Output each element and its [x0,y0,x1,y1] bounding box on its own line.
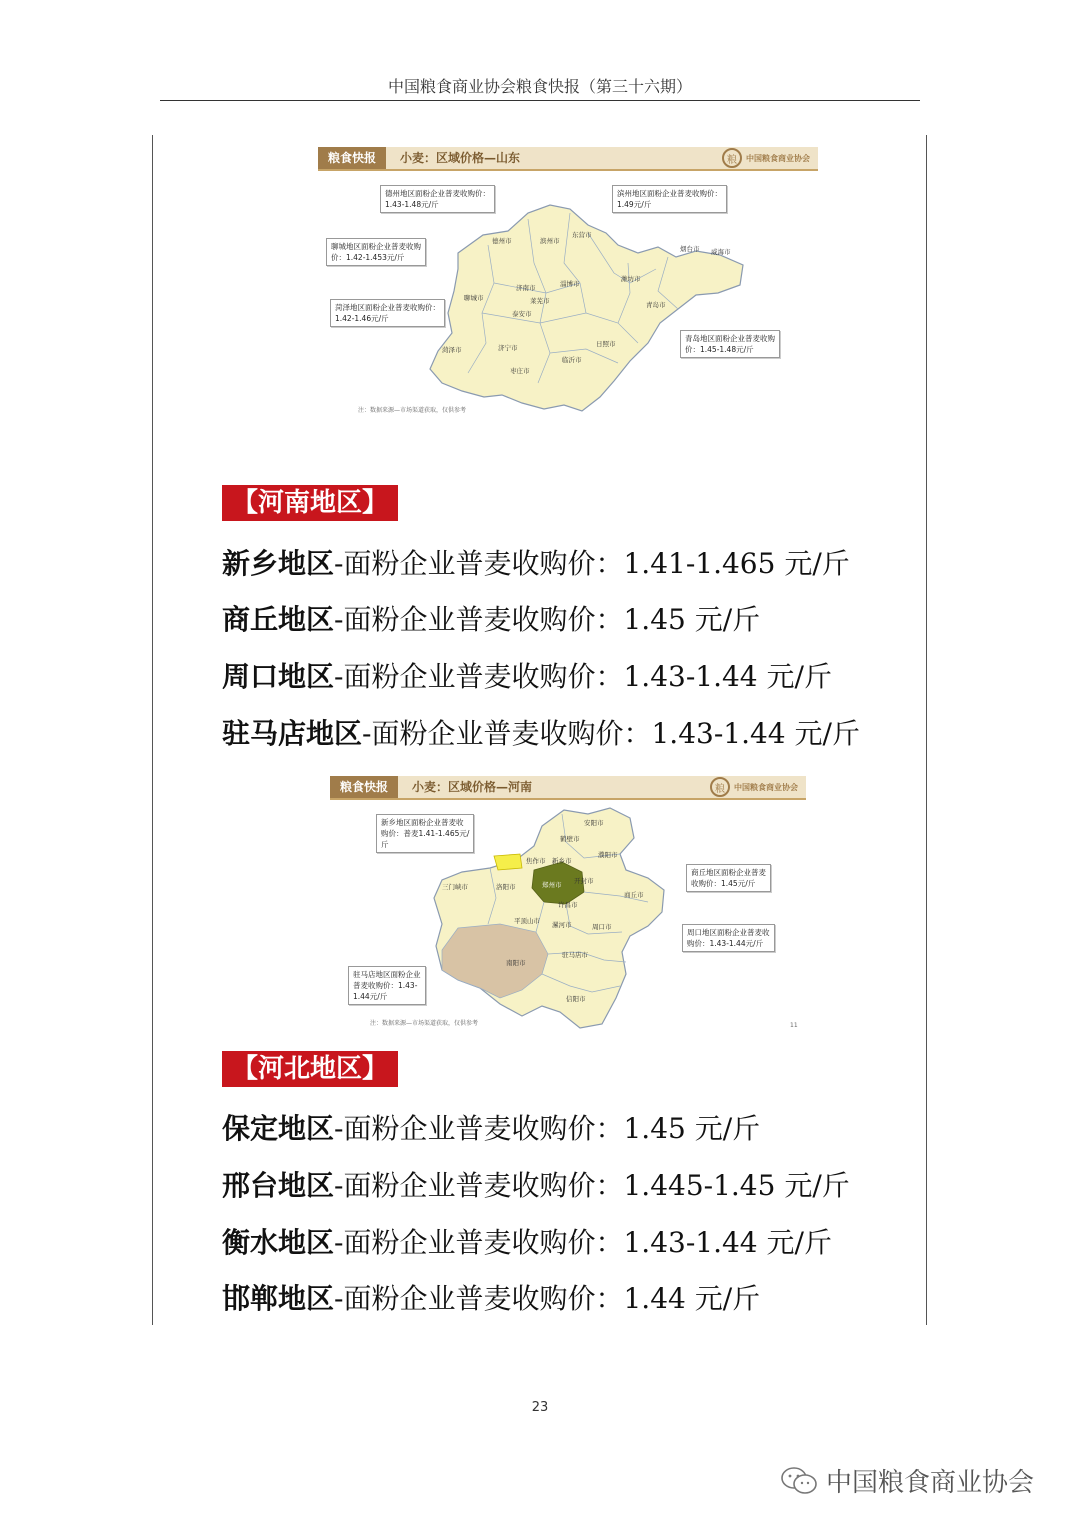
map-source-note: 注：数据来源—市场渠道获取，仅供参考 [358,407,467,414]
price-line [222,1221,832,1261]
price-text: -面粉企业普麦收购价：1.44 元/斤 [334,1282,761,1315]
city-label: 济南市 [516,284,536,292]
city-label: 淄博市 [560,280,580,288]
city-label: 滨州市 [540,237,560,245]
city-label: 濮阳市 [598,851,618,859]
price-text: -面粉企业普麦收购价：1.45 元/斤 [334,603,761,636]
left-border-line [152,135,153,1325]
price-line [222,598,760,638]
city-label: 烟台市 [680,245,700,253]
right-border-line [926,135,927,1325]
association-seal-icon: 粮 [722,148,742,168]
region-name: 驻马店地区 [222,717,363,750]
city-label: 焦作市 [526,857,546,865]
region-name: 商丘地区 [222,603,335,636]
price-text: -面粉企业普麦收购价：1.41-1.465 元/斤 [334,547,850,580]
region-name: 邢台地区 [222,1169,335,1202]
city-label: 聊城市 [464,294,484,302]
page-number: 23 [531,1400,549,1415]
price-text: -面粉企业普麦收购价：1.445-1.45 元/斤 [334,1169,850,1202]
wechat-watermark [780,1462,1034,1499]
city-label: 日照市 [596,340,616,348]
price-callout: 菏泽地区面粉企业普麦收购价： 1.42-1.46元/斤 [330,299,445,327]
header-rule [160,100,920,101]
region-name: 衡水地区 [222,1226,335,1259]
price-text: -面粉企业普麦收购价：1.43-1.44 元/斤 [334,660,832,693]
price-callout: 德州地区面粉企业普麦收购价： 1.43-1.48元/斤 [380,185,495,213]
association-seal-icon: 粮 [710,777,730,797]
price-line [222,542,850,582]
city-label: 德州市 [492,237,512,245]
city-label: 信阳市 [566,995,586,1003]
city-label: 安阳市 [584,819,604,827]
title-underline [318,169,818,171]
price-callout: 商丘地区面粉企业普麦 收购价：1.45元/斤 [686,864,771,892]
city-label: 开封市 [574,877,594,885]
price-line [222,1107,760,1147]
city-label: 济宁市 [498,344,518,352]
city-label: 平顶山市 [514,917,540,925]
shandong-map-figure [318,147,818,419]
city-label: 洛阳市 [496,883,516,891]
region-name: 保定地区 [222,1112,335,1145]
price-text: -面粉企业普麦收购价：1.43-1.44 元/斤 [362,717,860,750]
price-line [222,1277,760,1317]
city-label: 漯河市 [552,921,572,929]
city-label: 新乡市 [552,857,572,865]
region-name: 新乡地区 [222,547,335,580]
region-name: 邯郸地区 [222,1282,335,1315]
price-line [222,712,860,752]
title-underline [330,798,806,800]
price-callout: 驻马店地区面粉企业 普麦收购价：1.43- 1.44元/斤 [348,966,426,1005]
price-callout: 周口地区面粉企业普麦收 购价：1.43-1.44元/斤 [682,924,775,952]
association-logo [722,148,810,168]
association-name: 中国粮食商业协会 [746,153,810,163]
city-label: 商丘市 [624,891,644,899]
map-brand-label: 粮食快报 [318,147,386,169]
map-source-note: 注：数据来源—市场渠道获取，仅供参考 [370,1020,479,1027]
price-callout: 青岛地区面粉企业普麦收购 价：1.45-1.48元/斤 [680,330,780,358]
page-header: 中国粮食商业协会粮食快报（第三十六期） [387,77,692,96]
city-label: 鹤壁市 [560,835,580,843]
city-label: 东营市 [572,231,592,239]
city-label: 周口市 [592,923,612,931]
city-label: 驻马店市 [562,951,588,959]
city-label: 威海市 [711,248,731,256]
map-brand-label: 粮食快报 [330,776,398,798]
price-callout: 新乡地区面粉企业普麦收 购价：普麦1.41-1.465元/ 斤 [376,814,474,853]
price-text: -面粉企业普麦收购价：1.45 元/斤 [334,1112,761,1145]
price-line [222,655,832,695]
henan-map-figure [330,776,806,1036]
map-page-number: 11 [790,1022,798,1029]
price-callout: 滨州地区面粉企业普麦收购价： 1.49元/斤 [612,185,727,213]
city-label: 泰安市 [512,310,532,318]
city-label: 枣庄市 [510,367,530,375]
region-name: 周口地区 [222,660,335,693]
city-label: 许昌市 [558,901,578,909]
price-callout: 聊城地区面粉企业普麦收购 价：1.42-1.453元/斤 [326,238,426,266]
wechat-icon [780,1466,818,1496]
section-heading-henan: 【河南地区】 [222,485,398,521]
price-line [222,1164,850,1204]
map-subject-label: 小麦：区域价格—山东 [386,147,818,169]
city-label: 青岛市 [646,301,666,309]
price-text: -面粉企业普麦收购价：1.43-1.44 元/斤 [334,1226,832,1259]
city-label: 临沂市 [562,356,582,364]
association-name: 中国粮食商业协会 [734,782,798,792]
city-label: 南阳市 [506,959,526,967]
watermark-text: 中国粮食商业协会 [826,1468,1035,1498]
map-subject-label: 小麦：区域价格—河南 [398,776,806,798]
city-label: 郑州市 [542,881,562,889]
city-label: 莱芜市 [530,297,550,305]
city-label: 菏泽市 [442,346,462,354]
association-logo [710,777,798,797]
section-heading-hebei: 【河北地区】 [222,1051,398,1087]
city-label: 三门峡市 [442,883,468,891]
city-label: 潍坊市 [621,275,641,283]
xinxiang-highlight [494,854,522,870]
